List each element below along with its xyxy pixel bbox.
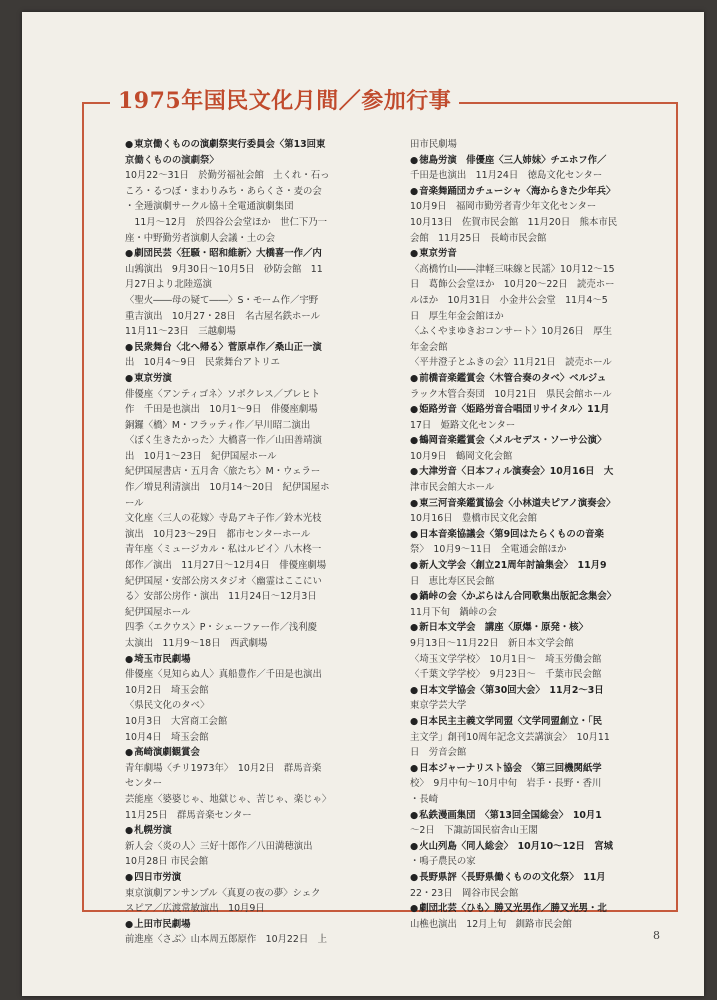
entry-line: ～2日 下諏訪国民宿舎山王閣 [410,825,538,837]
entry-line: 田市民劇場 [410,139,457,150]
entry-heading: ● 劇団北芸〈ひも〉勝又光男作／勝又光男・北 [410,901,665,917]
entry-heading: ● 四日市労演 [125,870,380,886]
entry-line: る〉安部公房作・演出 11月24日～12月3日 [125,591,317,603]
entry-line: 津市民会館大ホール [410,482,495,494]
entry-line: 座・中野勤労者演劇人会議・土の会 [125,232,276,244]
entry-line: 四季〈エクウス〉P・シェーファー作／浅利慶 [125,622,318,634]
entry-line: 主文学」創刊10周年記念文芸講演会〉 10月11 [410,731,610,743]
entry-heading: ● 東京働くものの演劇祭実行委員会〈第13回東 [125,137,380,153]
entry-line: 〈埼玉文学学校〉 10月1日～ 埼玉労働会館 [410,653,602,665]
entry-line: 〈ぼく生きたかった〉大橋喜一作／山田善靖演 [125,435,322,447]
entry-line: 11月～12月 於四谷公会堂ほか 世仁下乃一 [125,216,327,228]
entry-line: 〈ふくやまゆきおコンサート〉10月26日 厚生 [410,326,612,338]
entry-line: 日 葛飾公会堂ほか 10月20～22日 読売ホー [410,279,615,291]
entry-line: センター [125,778,163,790]
entry-line: 9月13日～11月22日 新日本文学会館 [410,638,574,649]
entry-heading: ● 劇団民芸〈狂騒・昭和維新〉大橋喜一作／内 [125,246,380,262]
entry-line: 紀伊国屋・安部公房スタジオ〈幽霊はここにい [125,575,322,587]
document-page [22,12,704,996]
entry-line: 10月4日 埼玉会館 [125,731,209,743]
entry-line: 出 10月4～9日 民衆舞台アトリエ [125,357,280,369]
entry-heading: ● 鶴岡音楽鑑賞会〈メルセデス・ソーサ公演〉 [410,433,665,449]
entry-line: 千田是也演出 11月24日 徳島文化センター [410,170,603,182]
entry-heading: ● 音楽舞踊団カチューシャ〈海からきた少年兵〉 [410,184,665,200]
entry-line: 京働くものの演劇祭〉 [125,154,219,166]
entry-heading: ● 東京労音 [410,246,665,262]
entry-line: ・全逓演劇サークル協＋全電通演劇集団 [125,201,294,213]
entry-line: 10月2日 埼玉会館 [125,684,209,696]
entry-heading: ● 民衆舞台〈北へ帰る〉菅原卓作／桑山正一演 [125,340,380,356]
entry-heading: ● 日本音楽協議会〈第9回はたらくものの音楽 [410,527,665,543]
entry-line: ・鳴子農民の家 [410,856,476,868]
entry-line: 〈県民文化のタベ〉 [125,700,210,712]
entry-line: 太演出 11月9～18日 西武劇場 [125,638,268,649]
entry-line: 10月9日 福岡市勤労者青少年文化センター [410,201,597,213]
entry-line: 10月16日 豊橋市民文化会館 [410,513,537,525]
entry-line: ラック木管合奏団 10月21日 県民会館ホール [410,388,612,400]
entry-line: ころ・るつぼ・まわりみち・あらくさ・麦の会 [125,185,322,197]
entry-heading: ● 日本文学協会〈第30回大会〉 11月2～3日 [410,683,665,699]
entry-line: 東京学芸大学 [410,700,467,712]
entry-line: 東京演劇アンサンブル〈真夏の夜の夢〉シェク [125,887,321,899]
entry-line: ・長崎 [410,793,439,805]
entry-line: 郎作／演出 11月27日～12月4日 俳優座劇場 [125,560,327,572]
entry-line: 10月28日 市民会館 [125,856,209,868]
entry-heading: ● 新人文学会〈創立21周年討論集会〉 11月9 [410,558,665,574]
entry-line: 10月3日 大宮商工会館 [125,715,228,727]
entry-line: 11月下旬 鍋峠の会 [410,606,497,618]
entry-line: 年金会館 [410,341,448,353]
entry-line: 青年座〈ミュージカル・私はルビイ〉八木柊一 [125,544,322,556]
entry-line: ール [125,497,144,509]
entry-line: 日 労音会館 [410,747,467,759]
entry-line: 山樵也演出 12月上旬 釧路市民会館 [410,918,572,930]
entry-heading: ● 東京労演 [125,371,380,387]
entry-heading: ● 前橋音楽鑑賞会〈木管合奏のタベ〉ベルジュ [410,371,665,387]
entry-line: 会館 11月25日 長崎市民会館 [410,232,547,244]
entry-line: 前進座〈さぶ〉山本周五郎原作 10月22日 上 [125,934,327,946]
entry-line: スピア／広渡常敏演出 10月9日 [125,903,265,915]
entry-line: 〈平井澄子とふきの会〉11月21日 読売ホール [410,357,612,369]
entry-heading: ● 姫路労音〈姫路労音合唱団リサイタル〉11月 [410,402,665,418]
entry-line: 月27日より北陸巡演 [125,279,212,291]
entry-heading: ● 札幌労演 [125,823,380,839]
entry-line: 銅鑼〈橋〉M・フラッティ作／早川昭二演出 [125,419,311,431]
entry-line: 祭〉 10月9～11日 全電通会館ほか [410,544,567,556]
entry-heading: ● 埼玉市民劇場 [125,652,380,668]
entry-line: 作／増見利清演出 10月14～20日 紀伊国屋ホ [125,482,330,494]
entry-heading: ● 日本民主主義文学同盟〈文学同盟創立・「民 [410,714,665,730]
entry-line: 俳優座〈見知らぬ人〉真船豊作／千田是也演出 [125,669,322,681]
entry-heading: ● 日本ジャーナリスト協会 〈第三回機関紙学 [410,761,665,777]
entry-heading: ● 長野県評〈長野県働くものの文化祭〉 11月 [410,870,665,886]
entry-line: 〈高橋竹山――津軽三味線と民謡〉10月12～15 [410,263,615,275]
entry-line: 青年劇場〈チリ1973年〉 10月2日 群馬音楽 [125,762,322,774]
entry-line: 11月25日 群馬音楽センター [125,809,252,821]
entry-line: 〈聖火――母の疑て――〉S・モーム作／宇野 [125,294,319,306]
entry-heading: ● 私鉄漫画集団 〈第13回全国総会〉 10月1 [410,808,665,824]
entry-line: 10月22～31日 於勤労福祉会館 土くれ・石っ [125,170,330,182]
entry-heading: ● 東三河音楽鑑賞協会〈小林道夫ピアノ演奏会〉 [410,496,665,512]
entry-line: 芸能座〈婆婆じゃ、地獄じゃ、苦じゃ、楽じゃ〉 [125,793,332,805]
entry-line: 〈千葉文学学校〉 9月23日～ 千葉市民会館 [410,669,602,681]
entry-line: 日 恵比寿区民会館 [410,575,495,587]
right-column [410,137,665,932]
entry-line: 17日 姫路文化センター [410,419,516,431]
entry-line: 俳優座〈アンティゴネ〉ソポクレス／ブレヒト [125,388,321,400]
entry-line: 文化座〈三人の花嫁〉寺島アキ子作／鈴木光枝 [125,513,322,525]
page-number: 8 [653,929,660,942]
entry-heading: ● 大津労音〈日本フィル演奏会〉10月16日 大 [410,464,665,480]
entry-line: 10月13日 佐賀市民会館 11月20日 熊本市民 [410,216,618,228]
entry-heading: ● 新日本文学会 講座〈原爆・原発・核〉 [410,620,665,636]
entry-heading: ● 火山列島〈同人総会〉 10月10～12日 宮城 [410,839,665,855]
entry-line: 紀伊国屋ホール [125,606,191,618]
entry-line: 作 千田是也演出 10月1～9日 俳優座劇場 [125,404,318,416]
entry-heading: ● 高崎演劇観賞会 [125,745,380,761]
entry-line: 紀伊国屋書店・五月舎〈旅たち〉M・ウェラー [125,466,321,478]
entry-line: 出 10月1～23日 紀伊国屋ホール [125,450,277,462]
entry-line: 演出 10月23～29日 都市センターホール [125,528,311,540]
entry-line: 11月11～23日 三越劇場 [125,326,236,338]
entry-line: 22・23日 岡谷市民会館 [410,887,519,899]
entry-line: 重吉演出 10月27・28日 名古屋名鉄ホール [125,310,320,322]
entry-line: 新人会〈炎の人〉三好十郎作／八田満穂演出 [125,840,313,852]
entry-line: 山鶉演出 9月30日～10月5日 砂防会館 11 [125,263,323,275]
entry-line: 10月9日 鶴岡文化会館 [410,450,513,462]
page-title: 1975年国民文化月間／参加行事 [110,84,459,118]
entry-heading: ● 上田市民劇場 [125,917,380,933]
entry-heading: ● 鍋峠の会〈かぶらはん合同歌集出版記念集会〉 [410,589,665,605]
entry-line: 日 厚生年金会館ほか [410,310,504,322]
entry-line: 校〉 9月中旬～10月中旬 岩手・長野・香川 [410,778,602,790]
entry-line: ルほか 10月31日 小金井公会堂 11月4～5 [410,294,608,306]
entry-heading: ● 徳島労演 俳優座〈三人姉妹〉チエホフ作／ [410,153,665,169]
left-column [125,137,380,948]
